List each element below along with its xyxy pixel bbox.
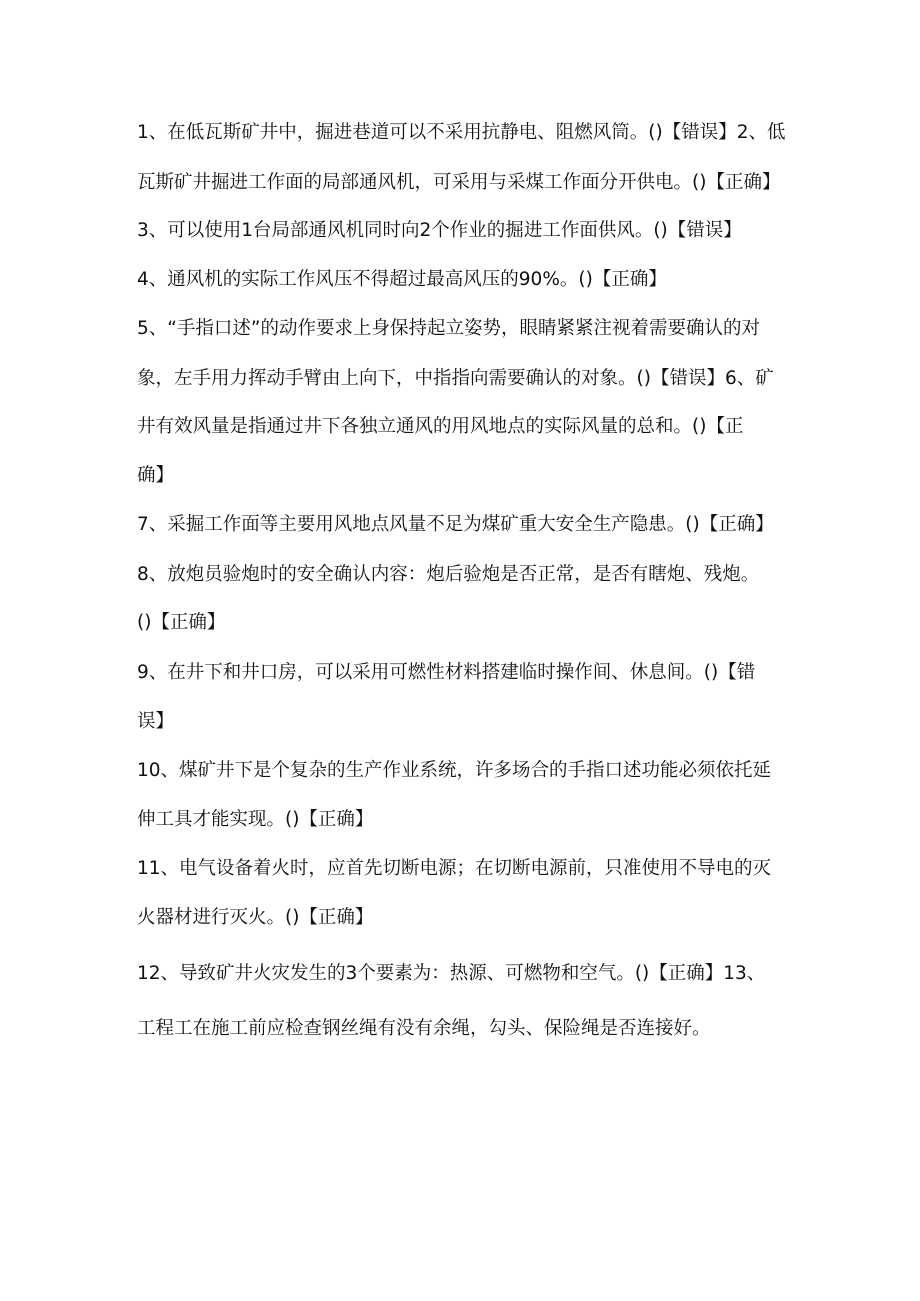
text-line: 5、“手指口述”的动作要求上身保持起立姿势，眼睛紧紧注视着需要确认的对: [137, 318, 760, 339]
text-line: 火器材进行灭火。()【正确】: [137, 907, 374, 928]
text-line: 8、放炮员验炮时的安全确认内容：炮后验炮是否正常，是否有瞎炮、残炮。: [137, 564, 760, 585]
text-line: 确】: [137, 465, 175, 486]
text-line: 1、在低瓦斯矿井中，掘进巷道可以不采用抗静电、阻燃风筒。()【错误】2、低: [137, 122, 786, 143]
text-line: ()【正确】: [137, 612, 226, 633]
text-line: 11、电气设备着火时，应首先切断电源；在切断电源前，只准使用不导电的灭: [137, 858, 772, 879]
text-line: 工程工在施工前应检查钢丝绳有没有余绳，勾头、保险绳是否连接好。: [137, 1018, 711, 1039]
text-line: 12、导致矿井火灾发生的3个要素为：热源、可燃物和空气。()【正确】13、: [137, 963, 766, 984]
text-line: 象，左手用力挥动手臂由上向下，中指指向需要确认的对象。()【错误】6、矿: [137, 368, 774, 389]
text-line: 3、可以使用1台局部通风机同时向2个作业的掘进工作面供风。()【错误】: [137, 220, 742, 241]
text-line: 伸工具才能实现。()【正确】: [137, 809, 374, 830]
text-line: 4、通风机的实际工作风压不得超过最高风压的90%。()【正确】: [137, 269, 667, 290]
text-line: 7、采掘工作面等主要用风地点风量不足为煤矿重大安全生产隐患。()【正确】: [137, 514, 774, 535]
text-line: 误】: [137, 711, 175, 732]
text-line: 瓦斯矿井掘进工作面的局部通风机，可采用与采煤工作面分开供电。()【正确】: [137, 172, 781, 193]
text-line: 井有效风量是指通过井下各独立通风的用风地点的实际风量的总和。()【正: [137, 416, 744, 437]
text-line: 9、在井下和井口房，可以采用可燃性材料搭建临时操作间、休息间。()【错: [137, 662, 756, 683]
text-line: 10、煤矿井下是个复杂的生产作业系统，许多场合的手指口述功能必须依托延: [137, 760, 772, 781]
